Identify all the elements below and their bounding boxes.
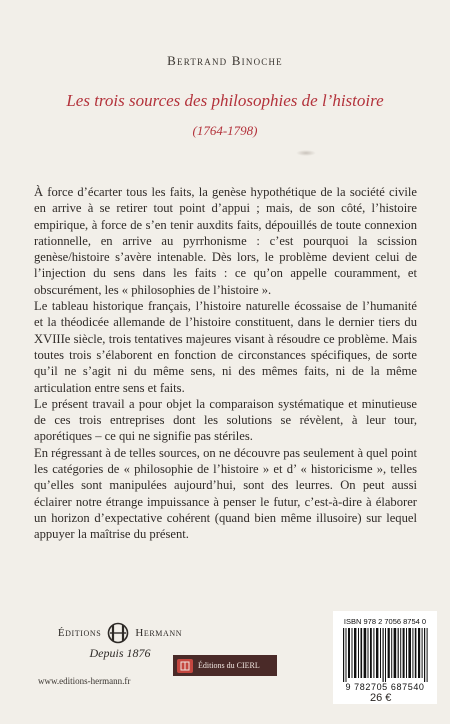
print-smudge	[296, 150, 316, 156]
blurb-paragraph: À force d’écarter tous les faits, la genèse hypothétique de la société civile en arrive à se retirer tout point d’appui ; mais, de son côté, l’histoire empirique, à force de s’en tenir auxdits faits, dépouillés de toute connexion rationnelle, en arrive au pyrrhonisme : c’est pourquoi la scission genèse/histoire s’avère intenable. Dès lors, le problème devient celui de l’injection du sens dans les faits : ce qu’on appelle couramment, et obscurément, les « philosophies de l’histoire ».	[34, 185, 417, 297]
publisher-name	[30, 622, 210, 644]
barcode-digits: 9 782705 687540	[345, 682, 425, 692]
publisher-name-left: Éditions	[57, 627, 102, 639]
barcode-icon	[341, 628, 431, 682]
publisher-name-right: Hermann	[135, 627, 183, 639]
blurb-paragraph: Le présent travail a pour objet la comparaison systématique et minutieuse de ces trois entreprises dont les solutions se révèlent, à leur tour, aporétiques – ce qui ne signifie pas stériles.	[34, 396, 417, 444]
blurb-paragraph: Le tableau historique français, l’histoire naturelle écossaise de l’humanité et la théodicée allemande de l’histoire constituent, dans le dernier tiers du XVIIIe siècle, trois tentatives majeures visant à résoudre ce problème. Mais toutes trois s’élaborent en fonction de circonstances spécifiques, de sorte qu’il ne s’agit ni du même sens, ni des mêmes faits, ni de la même articulation entre sens et faits.	[34, 299, 417, 395]
price-label: 26 €	[370, 692, 392, 704]
blurb-paragraph: En régressant à de telles sources, on ne découvre pas seulement à quel point les catégories de « philosophie de l’histoire » et d’ « historicisme », telles qu’elles sont manipulées aujourd’hui, sont des leurres. On peut aussi éclairer notre étrange impuissance à penser le futur, c’est-à-dire à élaborer un horizon d’expectative cohérent (quand bien même illusoire) sur lequel appuyer la maîtrise du présent.	[34, 445, 417, 542]
author-name: Bertrand Binoche	[167, 53, 283, 68]
isbn-label: ISBN 978 2 7056 8754 0	[343, 617, 427, 626]
cierl-logo-icon	[177, 659, 193, 673]
book-title: Les trois sources des philosophies de l’histoire	[66, 91, 384, 110]
cierl-badge	[173, 655, 277, 676]
isbn-barcode-block	[333, 611, 437, 704]
cierl-label: Éditions du CIERL	[198, 661, 260, 670]
book-dates: (1764-1798)	[192, 123, 258, 138]
publisher-website: www.editions-hermann.fr	[38, 676, 131, 686]
blurb	[34, 184, 417, 543]
hermann-logo-icon	[105, 622, 131, 644]
publisher-since: Depuis 1876	[89, 646, 151, 660]
